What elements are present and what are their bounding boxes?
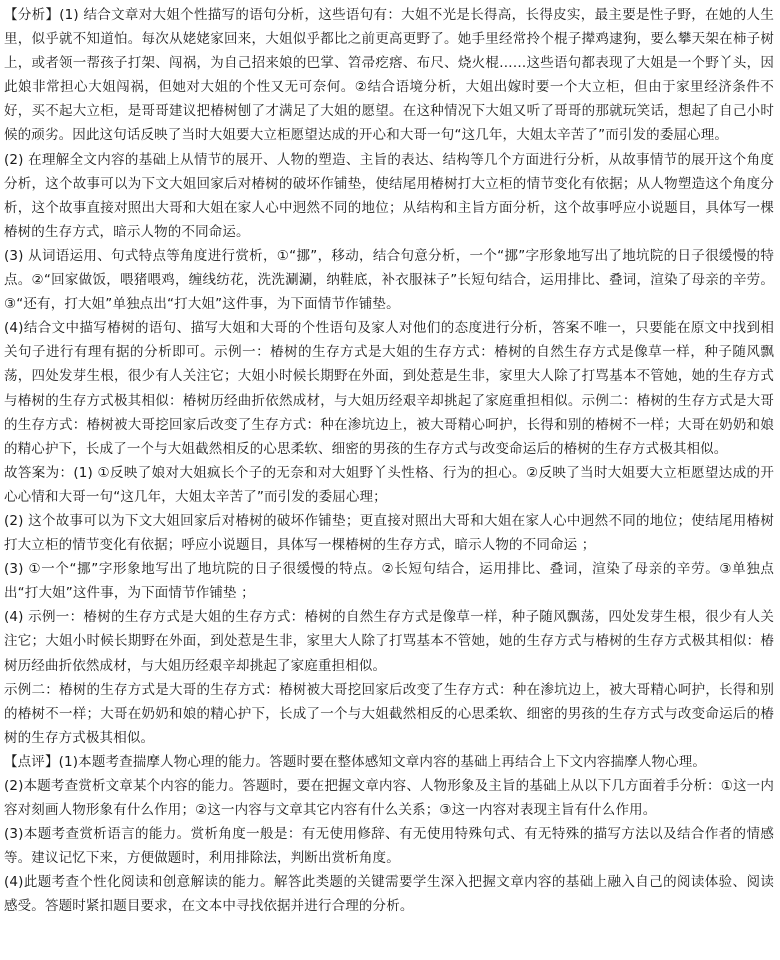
comment-tag: 【点评】 xyxy=(4,753,59,770)
comment-part-2: (2)本题考查赏析文章某个内容的能力。答题时，要在把握文章内容、人物形象及主旨的基础上从以下几方面着手分析：①这一内容对刻画人物形象有什么作用；②这一内容与文章其它内容有什么关系；③这一内容对表现主旨有什么作用。 xyxy=(4,778,774,819)
comment-part-4: (4)此题考查个性化阅读和创意解读的能力。解答此类题的关键需要学生深入把握文章内容的基础上融入自己的阅读体验、阅读感受。答题时紧扣题目要求，在文本中寻找依据并进行合理的分析。 xyxy=(4,874,774,915)
analysis-part-2: (2) 在理解全文内容的基础上从情节的展开、人物的塑造、主旨的表达、结构等几个方面进行分析，从故事情节的展开这个角度分析，这个故事可以为下文大姐回家后对椿树的破坏作铺垫，使结尾用椿树打大立柜的情节变化有依据；从人物塑造这个角度分析，这个故事直接对照出大哥和大姐在家人心中迥然不同的地位；从结构和主旨方面分析，这个故事呼应小说题目，具体写一棵椿树的生存方式，暗示人物的不同命运。 xyxy=(4,151,774,240)
answer-part-1: 故答案为：(1) ①反映了娘对大姐疯长个子的无奈和对大姐野丫头性格、行为的担心。②反映了当时大姐要大立柜愿望达成的开心心情和大哥一句“这几年，大姐太辛苦了”而引发的委屈心理； xyxy=(4,464,774,505)
analysis-paragraph: (1) 结合文章对大姐个性描写的语句分析，这些语句有：大姐不光是长得高，长得皮实，最主要是性子野，在她的人生里，似乎就不知道怕。每次从姥姥家回来，大姐似乎都比之前更高更野了。她手里经常拎个棍子撵鸡逮狗，要么攀天架在柿子树上，或者领一帮孩子打架、闯祸，为自己招来娘的巴掌、笤帚疙瘩、布尺、烧火棍……这些语句都表现了大姐是一个野丫头，因此娘非常担心大姐闯祸，但她对大姐的个性又无可奈何。②结合语境分析，大姐出嫁时要一个大立柜，但由于家里经济条件不好，买不起大立柜，是哥哥建议把椿树刨了才满足了大姐的愿望。在这种情况下大姐又听了哥哥的那就玩笑话，想起了自己小时候的顽劣。因此这句话反映了当时大姐要大立柜愿望达成的开心和大哥一句“这几年，大姐太辛苦了”而引发的委屈心理。 xyxy=(4,7,774,144)
answer-part-5: 示例二：椿树的生存方式是大哥的生存方式：椿树被大哥挖回家后改变了生存方式：种在渗坑边上，被大哥精心呵护，长得和别的椿树不一样；大哥在奶奶和娘的精心护下，长成了一个与大姐截然相反的心思柔软、细密的男孩的生存方式与改变命运后的椿树的生存方式极其相似。 xyxy=(4,681,774,746)
comment-part-1 xyxy=(4,750,774,774)
answer-part-2: (2) 这个故事可以为下文大姐回家后对椿树的破坏作铺垫；更直接对照出大哥和大姐在家人心中迥然不同的地位；使结尾用椿树打大立柜的情节变化有依据；呼应小说题目，具体写一棵椿树的生存方式，暗示人物的不同命运 ； xyxy=(4,512,774,554)
comment-paragraph: (1)本题考查揣摩人物心理的能力。答题时要在整体感知文章内容的基础上再结合上下文内容揣摩人物心理。 xyxy=(58,753,707,770)
analysis-part-4: (4)结合文中描写椿树的语句、描写大姐和大哥的个性语句及家人对他们的态度进行分析，答案不唯一，只要能在原文中找到相关句子进行有理有据的分析即可。示例一：椿树的生存方式是大姐的生存方式：椿树的自然生存方式是像草一样，种子随风飘荡，四处发芽生根，很少有人关注它；大姐小时候长期野在外面，到处惹是生非，家里大人除了打骂基本不管她，她的生存方式与椿树的生存方式极其相似：椿树历经曲折依然成材，与大姐历经艰辛却挑起了家庭重担相似。示例二：椿树的生存方式是大哥的生存方式：椿树被大哥挖回家后改变了生存方式：种在渗坑边上，被大哥精心呵护，长得和别的椿树不一样；大哥在奶奶和娘的精心护下，长成了一个与大姐截然相反的心思柔软、细密的男孩的生存方式与改变命运后的椿树的生存方式极其相似。 xyxy=(4,320,774,457)
analysis-part-1 xyxy=(4,3,774,148)
answer-part-3: (3) ①一个“挪”字形象地写出了地坑院的日子很缓慢的特点。②长短句结合，运用排比、叠词，渲染了母亲的辛劳。③单独点出“打大姐”这件事，为下面情节作铺垫 ； xyxy=(4,561,774,602)
analysis-part-3: (3) 从词语运用、句式特点等角度进行赏析，①“挪”，移动，结合句意分析，一个“挪”字形象地写出了地坑院的日子很缓慢的特点。②“回家做饭，喂猪喂鸡，缠线纺花，洗洗涮涮，纳鞋底，补衣服袜子”长短句结合，运用排比、叠词，渲染了母亲的辛劳。③“还有，打大姐”单独点出“打大姐”这件事，为下面情节作铺垫。 xyxy=(4,247,774,313)
answer-part-4: (4) 示例一：椿树的生存方式是大姐的生存方式：椿树的自然生存方式是像草一样，种子随风飘荡，四处发芽生根，很少有人关注它；大姐小时候长期野在外面，到处惹是生非，家里大人除了打骂基本不管她，她的生存方式与椿树的生存方式极其相似：椿树历经曲折依然成材，与大姐历经艰辛却挑起了家庭重担相似。 xyxy=(4,609,774,674)
analysis-tag: 【分析】 xyxy=(4,7,60,23)
comment-part-3: (3)本题考查赏析语言的能力。赏析角度一般是：有无使用修辞、有无使用特殊句式、有无特殊的描写方法以及结合作者的情感等。建议记忆下来，方便做题时，利用排除法，判断出赏析角度。 xyxy=(4,826,774,867)
